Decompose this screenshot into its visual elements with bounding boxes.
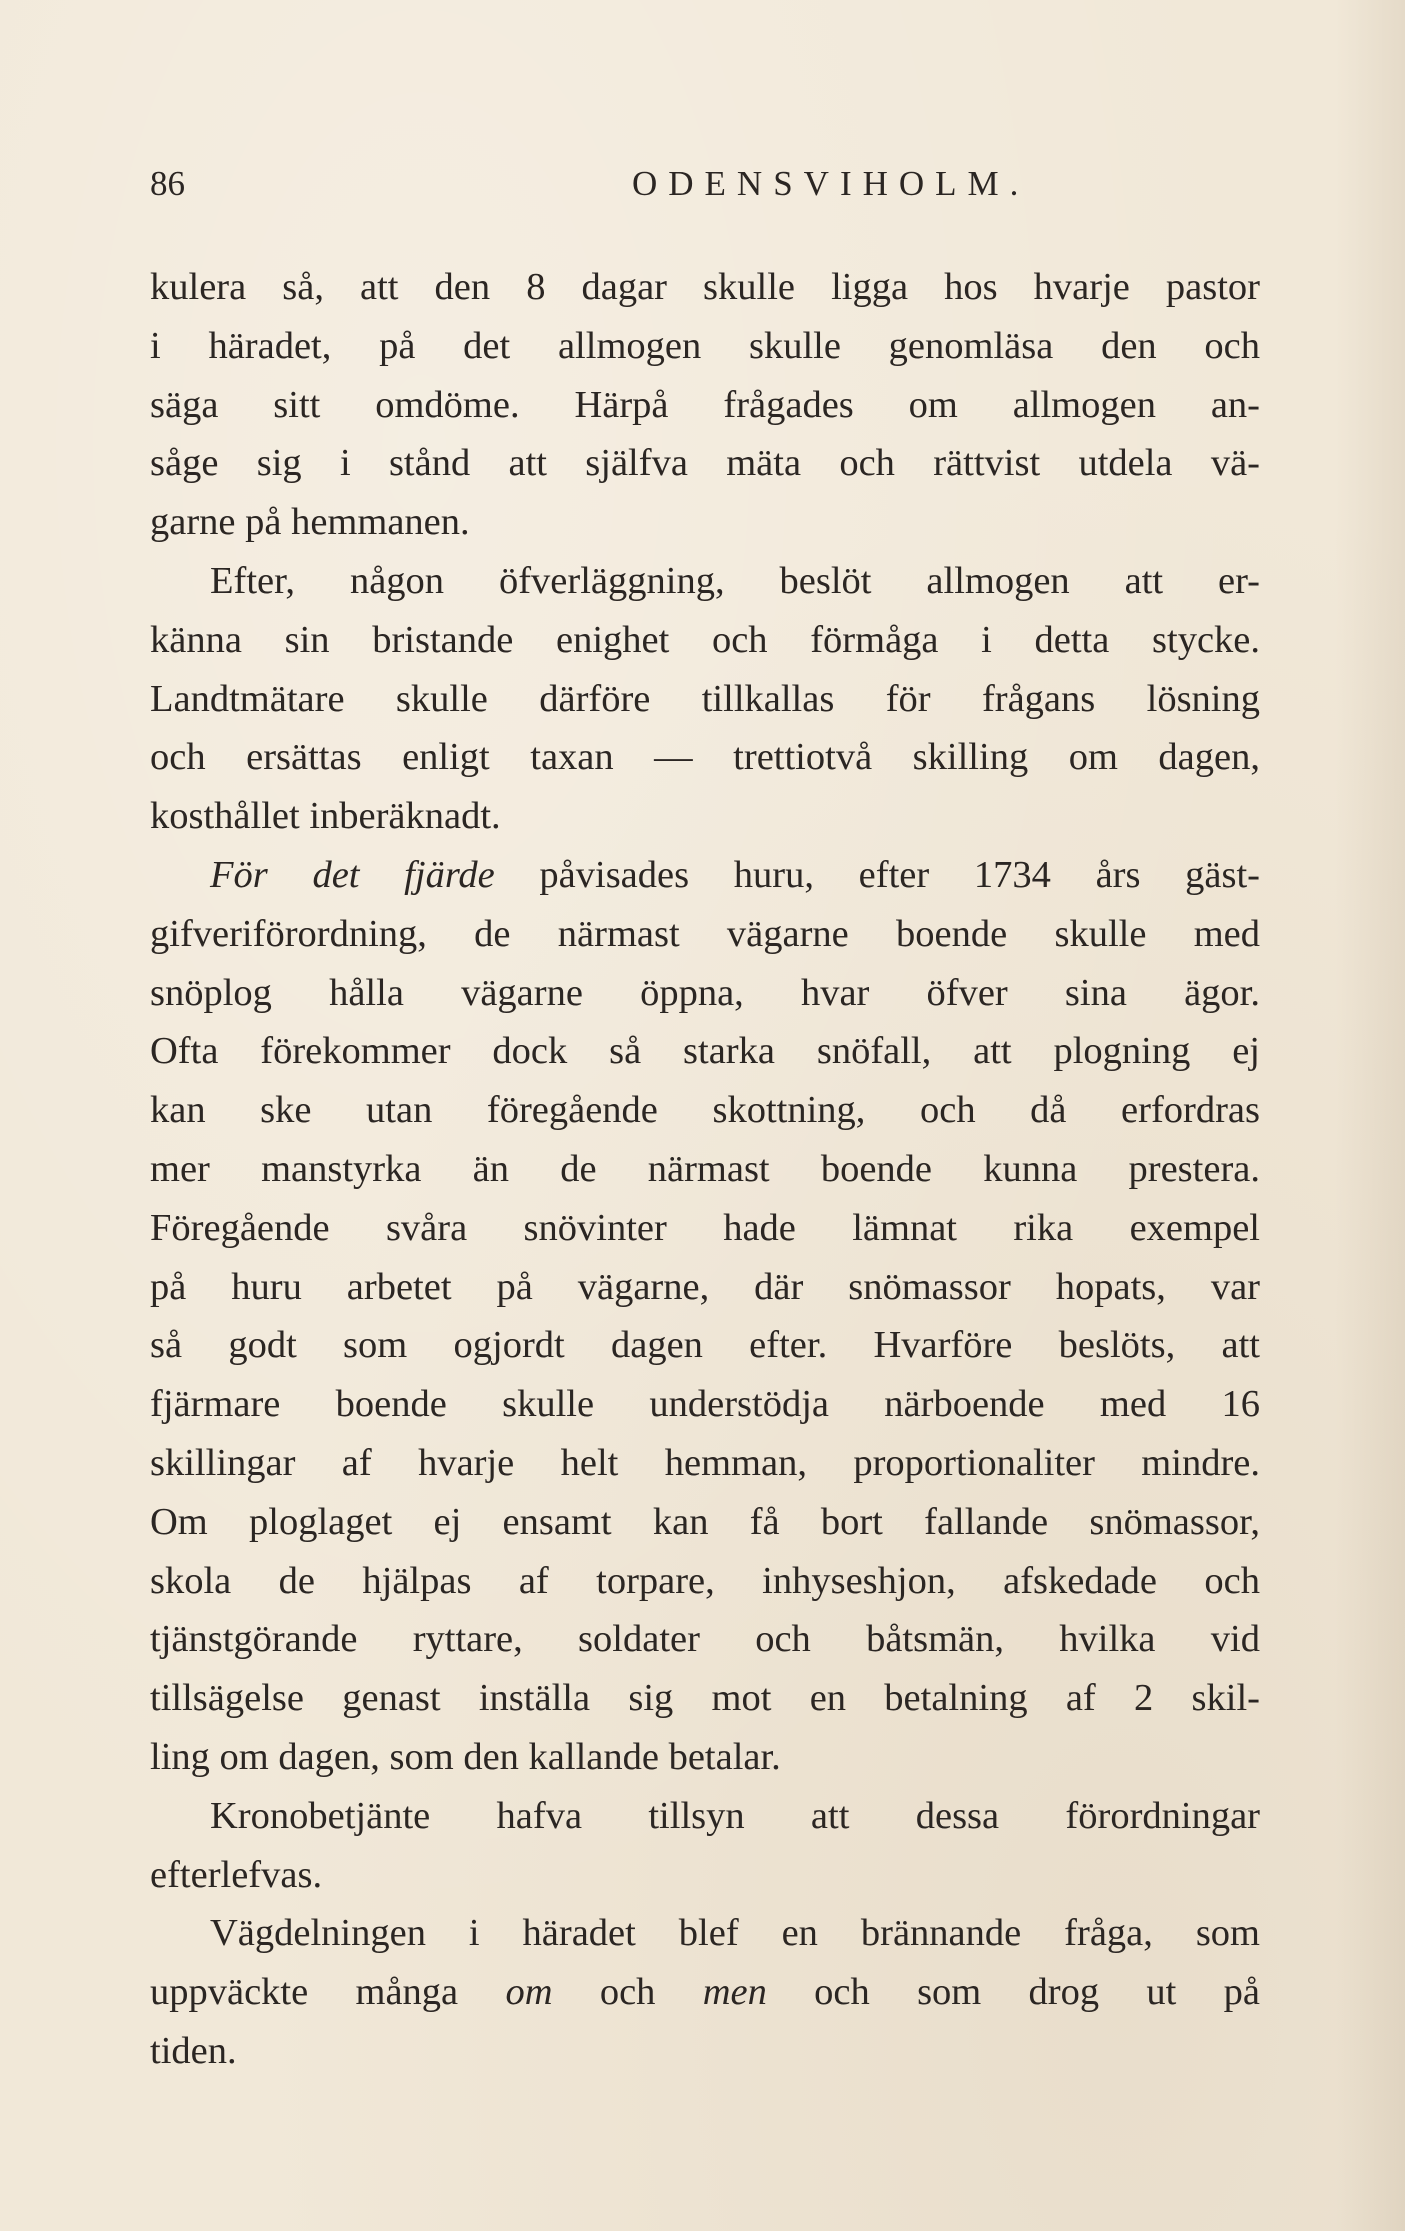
- text-line: kan ske utan föregående skottning, och då erfordras: [150, 1089, 1260, 1132]
- text-line: och ersättas enligt taxan — trettiotvå skilling om dagen,: [150, 736, 1260, 779]
- text-line: fjärmare boende skulle understödja närboende med 16: [150, 1383, 1260, 1426]
- page-gutter-shadow: [1335, 0, 1405, 2231]
- text-line: [150, 846, 1260, 905]
- text-line: Föregående svåra snövinter hade lämnat rika exempel: [150, 1206, 1260, 1249]
- text-line: Om ploglaget ej ensamt kan få bort fallande snömassor,: [150, 1500, 1260, 1543]
- text-line: skillingar af hvarje helt hemman, proportionaliter mindre.: [150, 1441, 1260, 1484]
- text-line: såge sig i stånd att själfva mäta och rättvist utdela vä-: [150, 442, 1260, 485]
- text-segment: uppväckte många: [150, 1971, 506, 2014]
- text-line: gifveriförordning, de närmast vägarne boende skulle med: [150, 912, 1260, 955]
- page-number: 86: [150, 164, 185, 203]
- text-line: i häradet, på det allmogen skulle genomläsa den och: [150, 324, 1260, 367]
- text-line: tiden.: [150, 2029, 237, 2072]
- text-line: mer manstyrka än de närmast boende kunna prestera.: [150, 1147, 1260, 1190]
- body-text: [150, 258, 1260, 2081]
- text-line: Landtmätare skulle därföre tillkallas för frågans lösning: [150, 677, 1260, 720]
- text-line: känna sin bristande enighet och förmåga i detta stycke.: [150, 618, 1260, 661]
- text-line: kosthållet inberäknadt.: [150, 795, 501, 838]
- text-line: ling om dagen, som den kallande betalar.: [150, 1735, 781, 1778]
- text-line: så godt som ogjordt dagen efter. Hvarföre beslöts, att: [150, 1324, 1260, 1367]
- text-line: [150, 1963, 1260, 2022]
- text-line: tjänstgörande ryttare, soldater och båtsmän, hvilka vid: [150, 1618, 1260, 1661]
- italic-word: men: [702, 1971, 767, 2014]
- text-segment: och: [552, 1971, 703, 2014]
- italic-word: om: [505, 1971, 553, 2014]
- page-header: [150, 164, 1260, 224]
- text-line: Ofta förekommer dock så starka snöfall, att plogning ej: [150, 1030, 1260, 1073]
- text-line: Efter, någon öfverläggning, beslöt allmogen att er-: [210, 559, 1260, 602]
- text-line: kulera så, att den 8 dagar skulle ligga hos hvarje pastor: [150, 266, 1260, 308]
- text-line: Vägdelningen i häradet blef en brännande fråga, som: [210, 1912, 1260, 1955]
- text-segment: och som drog ut på: [766, 1971, 1261, 2014]
- text-line: garne på hemmanen.: [150, 501, 470, 544]
- text-line: på huru arbetet på vägarne, där snömassor hopats, var: [150, 1265, 1260, 1308]
- text-line: efterlefvas.: [150, 1853, 323, 1896]
- text-line: Kronobetjänte hafva tillsyn att dessa förordningar: [210, 1794, 1260, 1837]
- text-line: snöplog hålla vägarne öppna, hvar öfver sina ägor.: [150, 971, 1260, 1014]
- running-title: ODENSVIHOLM.: [632, 164, 1030, 203]
- text-line: tillsägelse genast inställa sig mot en betalning af 2 skil-: [150, 1677, 1260, 1720]
- italic-phrase: För det fjärde: [210, 853, 495, 896]
- text-segment: påvisades huru, efter 1734 års gäst-: [494, 853, 1260, 896]
- text-line: säga sitt omdöme. Härpå frågades om allmogen an-: [150, 383, 1260, 426]
- text-line: skola de hjälpas af torpare, inhyseshjon, afskedade och: [150, 1559, 1260, 1602]
